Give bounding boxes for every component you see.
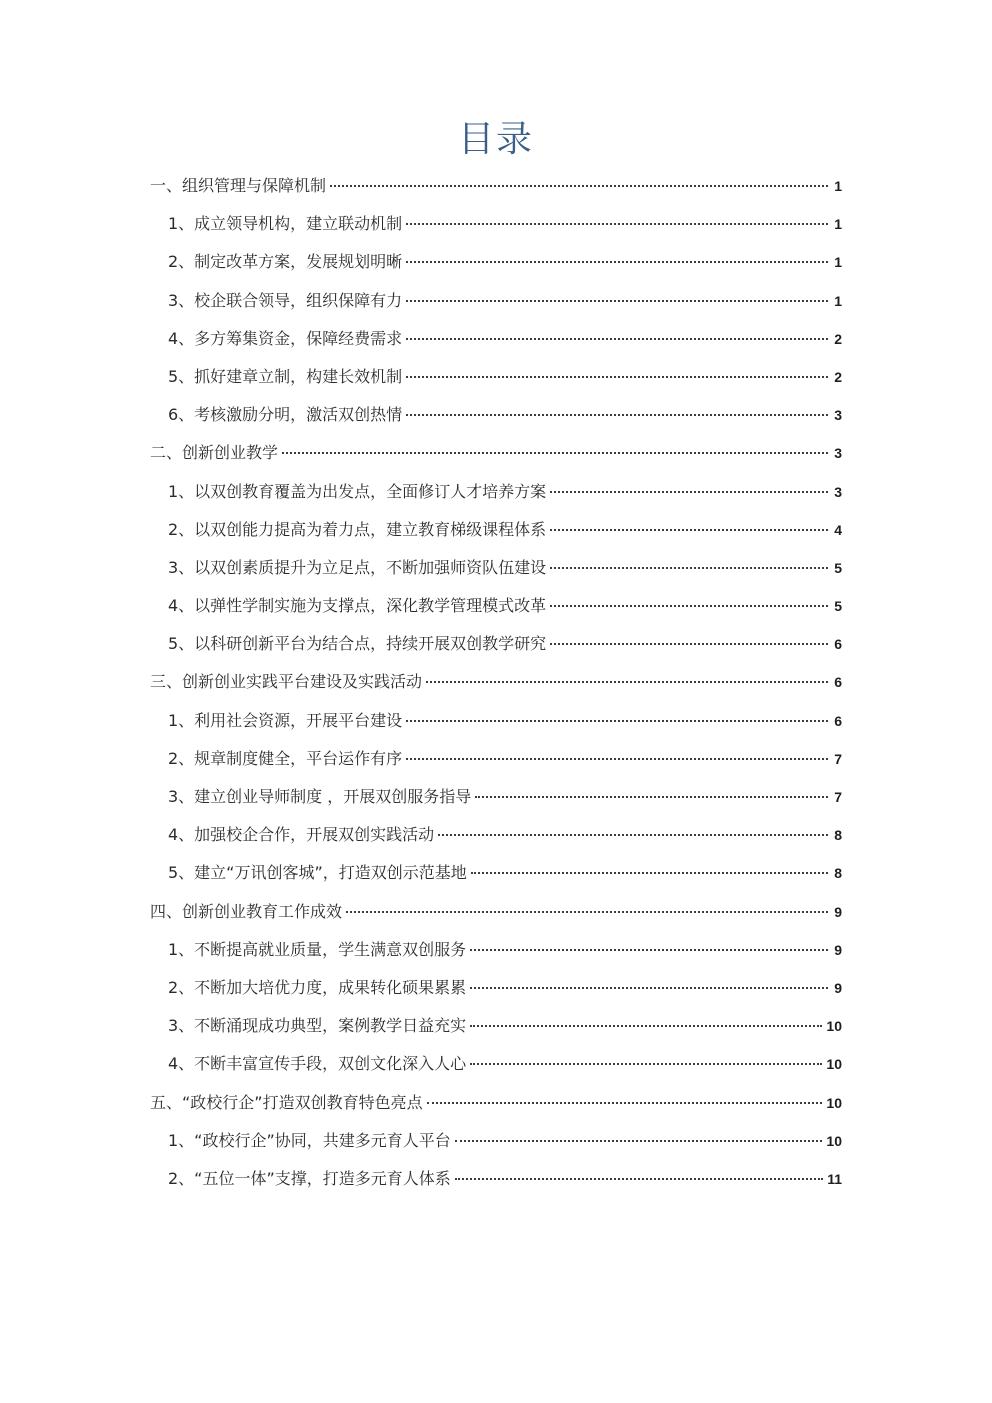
toc-dot-leader <box>470 987 828 989</box>
toc-page-number: 7 <box>834 750 842 767</box>
toc-section-entry[interactable] <box>150 435 842 473</box>
toc-subsection-entry[interactable] <box>150 932 842 970</box>
toc-subsection-entry[interactable] <box>150 970 842 1008</box>
toc-list <box>150 168 842 1199</box>
toc-dot-leader <box>550 529 828 531</box>
toc-entry-text: 5、建立“万讯创客城”，打造双创示范基地 <box>168 863 467 883</box>
toc-page-number: 5 <box>834 598 842 615</box>
toc-dot-leader <box>470 1063 822 1065</box>
toc-page-number: 2 <box>834 330 842 347</box>
toc-page-number: 10 <box>826 1018 842 1035</box>
toc-entry-text: 4、加强校企合作，开展双创实践活动 <box>168 825 435 845</box>
toc-page-number: 10 <box>826 1094 842 1111</box>
toc-entry-text: 6、考核激励分明，激活双创热情 <box>168 405 403 425</box>
toc-page-number: 10 <box>826 1056 842 1073</box>
toc-entry-text: 1、“政校行企”协同，共建多元育人平台 <box>168 1130 451 1150</box>
toc-entry-text: 2、制定改革方案，发展规划明晰 <box>168 252 403 272</box>
toc-dot-leader <box>550 567 828 569</box>
toc-dot-leader <box>438 834 828 836</box>
toc-section-entry[interactable] <box>150 664 842 702</box>
toc-page-number: 1 <box>834 216 842 233</box>
toc-subsection-entry[interactable] <box>150 512 842 550</box>
toc-subsection-entry[interactable] <box>150 626 842 664</box>
toc-dot-leader <box>475 796 828 798</box>
toc-page-number: 4 <box>834 521 842 538</box>
toc-entry-text: 4、以弹性学制实施为支撑点，深化教学管理模式改革 <box>168 596 547 616</box>
toc-entry-text: 3、校企联合领导，组织保障有力 <box>168 290 403 310</box>
toc-entry-text: 5、以科研创新平台为结合点，持续开展双创教学研究 <box>168 634 547 654</box>
toc-page-number: 9 <box>834 941 842 958</box>
toc-page-number: 8 <box>834 827 842 844</box>
toc-dot-leader <box>406 758 828 760</box>
toc-page-number: 9 <box>834 979 842 996</box>
toc-section-entry[interactable] <box>150 168 842 206</box>
toc-page-number: 6 <box>834 712 842 729</box>
toc-dot-leader <box>470 949 828 951</box>
toc-page-number: 1 <box>834 292 842 309</box>
toc-page-number: 7 <box>834 789 842 805</box>
toc-subsection-entry[interactable] <box>150 244 842 282</box>
toc-dot-leader <box>426 681 828 683</box>
toc-subsection-entry[interactable] <box>150 855 842 893</box>
toc-entry-text: 3、以双创素质提升为立足点，不断加强师资队伍建设 <box>168 557 547 577</box>
toc-entry-text: 2、规章制度健全，平台运作有序 <box>168 748 403 768</box>
toc-subsection-entry[interactable] <box>150 741 842 779</box>
toc-subsection-entry[interactable] <box>150 359 842 397</box>
toc-subsection-entry[interactable] <box>150 588 842 626</box>
toc-subsection-entry[interactable] <box>150 1046 842 1084</box>
toc-subsection-entry[interactable] <box>150 283 842 321</box>
toc-section-entry[interactable] <box>150 1085 842 1123</box>
toc-dot-leader <box>406 720 828 722</box>
toc-subsection-entry[interactable] <box>150 779 842 817</box>
toc-page-number: 2 <box>834 368 842 385</box>
toc-page-number: 6 <box>834 636 842 653</box>
toc-dot-leader <box>406 376 828 378</box>
toc-subsection-entry[interactable] <box>150 550 842 588</box>
toc-page-number: 1 <box>834 178 842 194</box>
toc-dot-leader <box>406 338 828 340</box>
toc-page-number: 3 <box>834 407 842 424</box>
toc-page-number: 5 <box>834 559 842 576</box>
toc-subsection-entry[interactable] <box>150 397 842 435</box>
toc-entry-text: 5、抓好建章立制，构建长效机制 <box>168 366 403 386</box>
toc-entry-text: 2、以双创能力提高为着力点，建立教育梯级课程体系 <box>168 519 547 539</box>
toc-page-number: 10 <box>826 1132 842 1149</box>
toc-title: 目录 <box>457 119 534 160</box>
toc-dot-leader <box>406 300 828 302</box>
toc-entry-text: 四、创新创业教育工作成效 <box>150 901 343 921</box>
toc-dot-leader <box>455 1178 823 1180</box>
toc-dot-leader <box>406 223 828 225</box>
toc-entry-text: 2、“五位一体”支撑，打造多元育人体系 <box>168 1168 451 1188</box>
toc-entry-text: 4、多方筹集资金，保障经费需求 <box>168 328 403 348</box>
toc-dot-leader <box>471 872 828 874</box>
toc-page-number: 9 <box>834 903 842 920</box>
toc-page-number: 3 <box>834 445 842 462</box>
toc-dot-leader <box>346 911 828 913</box>
toc-page-number: 6 <box>834 674 842 691</box>
toc-page-number: 1 <box>834 254 842 271</box>
toc-entry-text: 3、不断涌现成功典型，案例教学日益充实 <box>168 1016 467 1036</box>
toc-entry-text: 1、成立领导机构，建立联动机制 <box>168 214 403 234</box>
toc-section-entry[interactable] <box>150 894 842 932</box>
toc-subsection-entry[interactable] <box>150 1123 842 1161</box>
toc-dot-leader <box>470 1025 822 1027</box>
toc-subsection-entry[interactable] <box>150 321 842 359</box>
toc-subsection-entry[interactable] <box>150 474 842 512</box>
toc-entry-text: 1、不断提高就业质量，学生满意双创服务 <box>168 939 467 959</box>
toc-dot-leader <box>550 605 828 607</box>
toc-subsection-entry[interactable] <box>150 1161 842 1199</box>
toc-dot-leader <box>455 1140 823 1142</box>
toc-dot-leader <box>330 185 828 187</box>
toc-subsection-entry[interactable] <box>150 1008 842 1046</box>
toc-dot-leader <box>427 1102 823 1104</box>
toc-entry-text: 1、利用社会资源，开展平台建设 <box>168 710 403 730</box>
toc-entry-text: 一、组织管理与保障机制 <box>150 176 327 195</box>
toc-page-number: 3 <box>834 483 842 500</box>
toc-page-number: 11 <box>827 1170 842 1187</box>
toc-entry-text: 3、建立创业导师制度 ，开展双创服务指导 <box>168 787 472 806</box>
toc-entry-text: 二、创新创业教学 <box>150 443 279 463</box>
toc-subsection-entry[interactable] <box>150 206 842 244</box>
toc-subsection-entry[interactable] <box>150 703 842 741</box>
toc-entry-text: 五、“政校行企”打造双创教育特色亮点 <box>150 1092 423 1112</box>
toc-entry-text: 4、不断丰富宣传手段，双创文化深入人心 <box>168 1054 467 1074</box>
toc-page-number: 8 <box>834 865 842 882</box>
toc-dot-leader <box>406 261 828 263</box>
toc-subsection-entry[interactable] <box>150 817 842 855</box>
toc-entry-text: 2、不断加大培优力度，成果转化硕果累累 <box>168 977 467 997</box>
toc-dot-leader <box>282 452 828 454</box>
toc-entry-text: 三、创新创业实践平台建设及实践活动 <box>150 672 423 692</box>
toc-dot-leader <box>550 643 828 645</box>
toc-entry-text: 1、以双创教育覆盖为出发点，全面修订人才培养方案 <box>168 481 547 501</box>
toc-dot-leader <box>406 414 828 416</box>
toc-dot-leader <box>550 491 828 493</box>
